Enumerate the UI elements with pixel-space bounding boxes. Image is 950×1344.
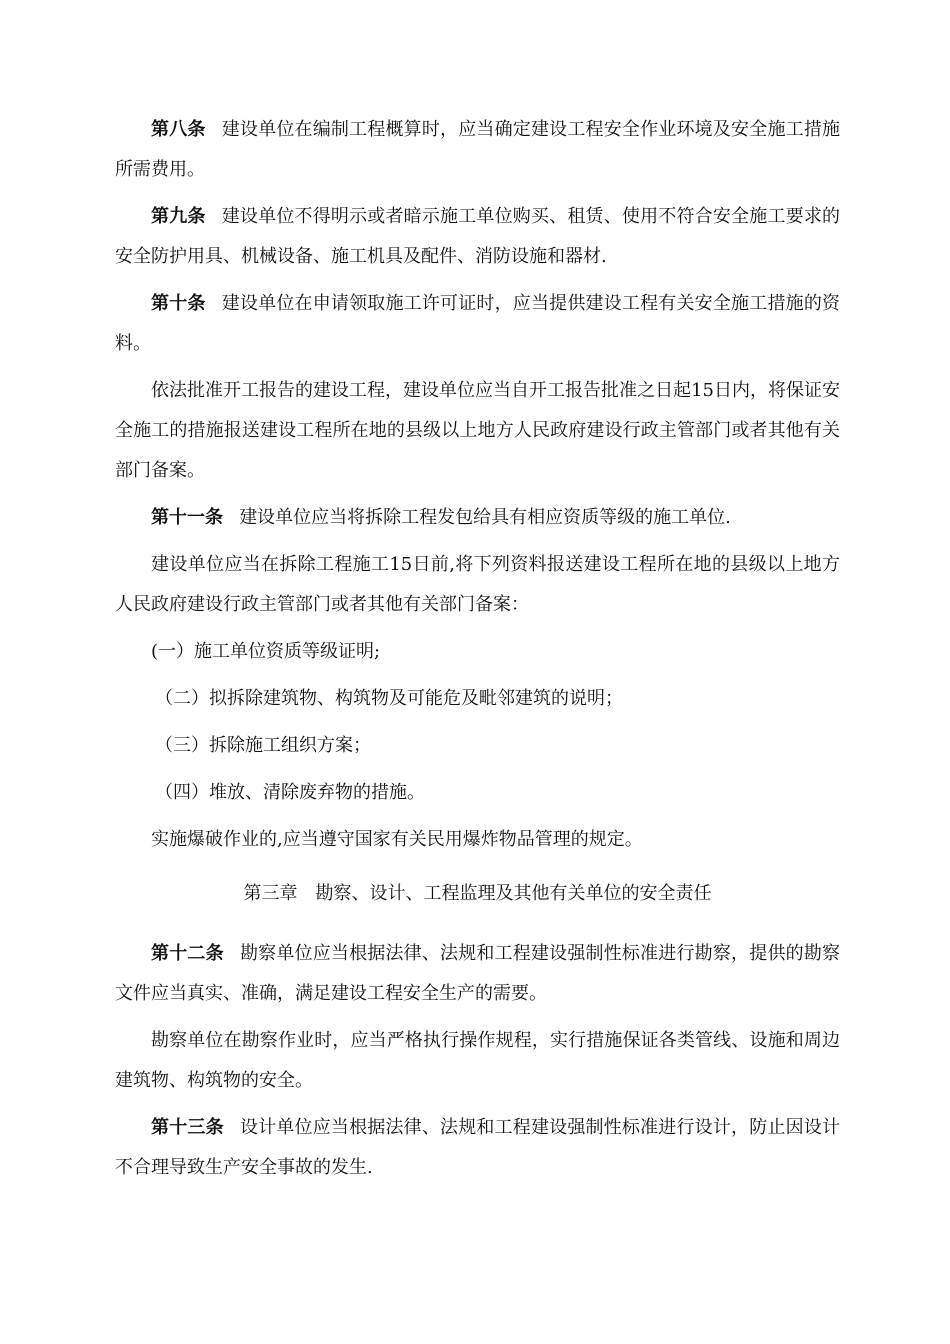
paragraph: 实施爆破作业的,应当遵守国家有关民用爆炸物品管理的规定。: [151, 829, 643, 850]
list-item: (一）施工单位资质等级证明;: [151, 641, 381, 662]
document-page: [115, 110, 840, 1195]
article-number: 第十条: [151, 293, 206, 314]
article-8: [115, 110, 840, 190]
article-text: 勘察单位应当根据法律、法规和工程建设强制性标准进行勘察，提供的勘察文件应当真实、准确，满足建设工程安全生产的需要。: [115, 943, 841, 1004]
article-number: 第十二条: [151, 943, 224, 964]
list-item: （二）拟拆除建筑物、构筑物及可能危及毗邻建筑的说明；: [155, 688, 623, 709]
list-item: （三）拆除施工组织方案；: [155, 735, 371, 756]
article-13: [115, 1108, 840, 1188]
article-number: 第八条: [151, 119, 206, 140]
article-text: 设计单位应当根据法律、法规和工程建设强制性标准进行设计，防止因设计不合理导致生产安全事故的发生.: [115, 1117, 841, 1178]
chapter-title: 第三章 勘察、设计、工程监理及其他有关单位的安全责任: [243, 883, 712, 904]
article-text: 建设单位在编制工程概算时，应当确定建设工程安全作业环境及安全施工措施所需费用。: [115, 119, 841, 180]
article-12: [115, 934, 840, 1014]
article-10: [115, 284, 840, 364]
article-11: [115, 498, 840, 538]
paragraph: 建设单位应当在拆除工程施工15日前,将下列资料报送建设工程所在地的县级以上地方人民政府建设行政主管部门或者其他有关部门备案：: [115, 554, 840, 615]
article-text: 建设单位在申请领取施工许可证时，应当提供建设工程有关安全施工措施的资料。: [115, 293, 841, 354]
article-number: 第九条: [151, 206, 206, 227]
paragraph: 依法批准开工报告的建设工程，建设单位应当自开工报告批准之日起15日内，将保证安全施工的措施报送建设工程所在地的县级以上地方人民政府建设行政主管部门或者其他有关部门备案。: [115, 380, 840, 481]
paragraph: 勘察单位在勘察作业时，应当严格执行操作规程，实行措施保证各类管线、设施和周边建筑物、构筑物的安全。: [115, 1030, 840, 1091]
article-9: [115, 197, 840, 277]
article-text: 建设单位应当将拆除工程发包给具有相应资质等级的施工单位.: [239, 507, 731, 528]
article-number: 第十一条: [151, 507, 223, 528]
list-item: （四）堆放、清除废弃物的措施。: [155, 782, 425, 803]
article-text: 建设单位不得明示或者暗示施工单位购买、租赁、使用不符合安全施工要求的安全防护用具、机械设备、施工机具及配件、消防设施和器材.: [115, 206, 841, 267]
article-number: 第十三条: [151, 1117, 224, 1138]
